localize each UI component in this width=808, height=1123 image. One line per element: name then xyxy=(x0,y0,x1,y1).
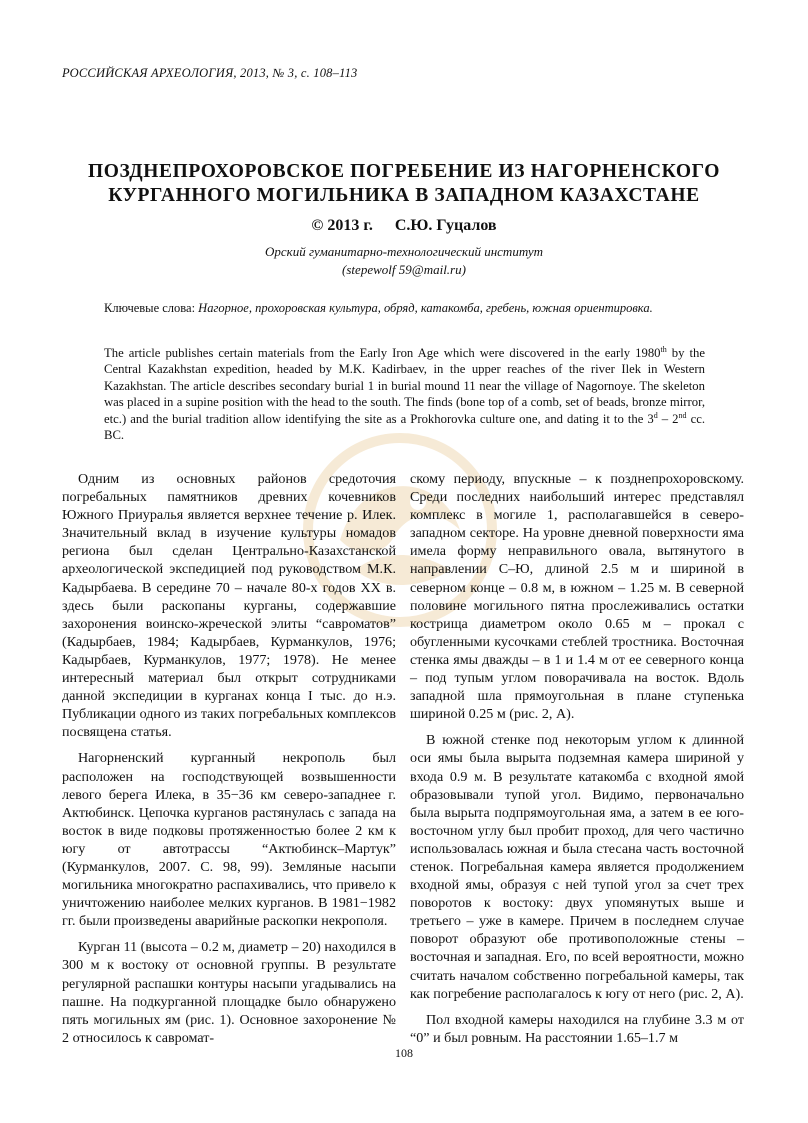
paragraph: Курган 11 (высота – 0.2 м, диаметр – 20) находился в 300 м к востоку от основной группы. В результате регулярной распашки контуры насыпи угадывались на пашне. На подкурганной площадке было обнаружено пять могильных ям (рис. 1). Основное захоронение № 2 относилось к савромат- xyxy=(62,939,396,1046)
affiliation xyxy=(0,243,808,279)
article-title-line-2: КУРГАННОГО МОГИЛЬНИКА В ЗАПАДНОМ КАЗАХСТАНЕ xyxy=(108,185,700,206)
affiliation-email: (stepewolf 59@mail.ru) xyxy=(342,262,466,277)
page-number: 108 xyxy=(395,1046,413,1060)
paragraph: скому периоду, впускные – к позднепрохоровскому. Среди последних наибольший интерес представлял комплекс в могиле 1, располагавшейся в северо-западном секторе. На уровне дневной поверхности яма имела форму неправильного овала, вытянутого в направлении С–Ю, длиной 2.5 м и шириной в северном конце – 0.8 м, в южном – 1.25 м. В северной половине могильного пятна прослеживались остатки кострища диаметром около 0.65 м – прокал с обугленными кусочками стеблей тростника. Восточная стенка ямы дважды – в 1 и 1.4 м от ее северного конца – под тупым углом поворачивала на восток. Вдоль западной шла прямоугольная в плане ступенька шириной 0.25 м (рис. 2, А). xyxy=(410,471,744,723)
paragraph: Одним из основных районов средоточия погребальных памятников древних кочевников Южного Приуралья является верхнее течение р. Илек. Значительный вклад в изучение культуры номадов региона был сделан Центрально-Казахстанской археологической экспедицией под руководством М.К. Кадырбаева. В середине 70 – начале 80-х годов XX в. здесь были раскопаны курганы, содержавшие захоронения воинско-жреческой элиты “савроматов” (Кадырбаев, 1984; Кадырбаев, Курманкулов, 1976; Кадырбаев, Курманкулов, 1977; 1978). Не менее интересный материал был открыт сотрудниками данной экспедиции в курганах конца I тыс. до н.э. Публикации одного из таких погребальных комплексов посвящена статья. xyxy=(62,471,396,741)
abstract-part-3: – 2 xyxy=(657,411,679,426)
abstract-part-1: The article publishes certain materials from the Early Iron Age which were discovered in the early 1980 xyxy=(104,346,661,360)
running-head: РОССИЙСКАЯ АРХЕОЛОГИЯ, 2013, № 3, с. 108–113 xyxy=(62,66,358,80)
body-column-right xyxy=(410,470,744,1055)
keywords xyxy=(104,300,704,316)
abstract xyxy=(104,345,705,443)
article-title xyxy=(60,160,748,208)
author-name: С.Ю. Гуцалов xyxy=(394,217,497,234)
body-column-left xyxy=(62,470,396,1055)
paragraph: Нагорненский курганный некрополь был расположен на господствующей возвышенности левого берега Илека, в 35−36 км северо-западнее г. Актюбинск. Цепочка курганов растянулась с запада на восток в виде подковы протяженностью более 2 км к югу от автотрассы “Актюбинск–Мартук” (Курманкулов, 2007. С. 98, 99). Земляные насыпи могильника многократно распахивались, что привело к уничтожению наиболее мелких курганов. В 1981−1982 гг. были произведены аварийные раскопки некрополя. xyxy=(62,750,396,930)
keywords-text: Нагорное, прохоровская культура, обряд, катакомба, гребень, южная ориентировка. xyxy=(198,301,653,315)
abstract-sup-1: th xyxy=(660,344,667,354)
abstract-sup-3: nd xyxy=(678,410,687,420)
paragraph: В южной стенке под некоторым углом к длинной оси ямы была вырыта подземная камера шириной у входа 0.9 м. В результате катакомба с входной ямой образовывали тупой угол. Видимо, первоначально была вырыта подпрямоугольная яма, а затем в ее юго-восточном углу был пробит проход, для чего частично использовалась южная и была стесана часть восточной стенок. Погребальная камера является продолжением входной ямы, образуя с ней тупой угол за счет трех поворотов к востоку: двух упомянутых выше и третьего – уже в камере. Причем в последнем случае поворот образуют обе противоположные стены – восточная и западная. Его, по всей вероятности, можно считать началом собственно погребальной камеры, так как погребение располагалось к югу от него (рис. 2, А). xyxy=(410,732,744,1002)
affiliation-institute: Орский гуманитарно-технологический институт xyxy=(264,244,544,259)
keywords-label: Ключевые слова: xyxy=(104,301,196,315)
abstract-part-2: by the Central Kazakhstan expedition, headed by M.K. Kadirbaev, in the upper reaches of the river Ilek in Western Kazakhstan. The article describes secondary burial 1 in burial mound 11 near the village of Nagornoye. The skeleton was placed in a supine position with the head to the south. The finds (bone top of a comb, set of beads, bronze mirror, etc.) and the burial tradition allow identifying the site as a Prokhorovka culture one, and dating it to the 3 xyxy=(104,346,705,426)
article-title-line-1: ПОЗДНЕПРОХОРОВСКОЕ ПОГРЕБЕНИЕ ИЗ НАГОРНЕНСКОГО xyxy=(88,161,720,182)
author-line xyxy=(0,217,808,235)
copyright-year: © 2013 г. xyxy=(311,217,373,234)
abstract-part-4: cc. BC. xyxy=(104,411,706,443)
abstract-sup-2: d xyxy=(653,410,658,420)
paragraph: Пол входной камеры находился на глубине 3.3 м от “0” и был ровным. На расстоянии 1.65–1.7 м xyxy=(410,1011,744,1046)
